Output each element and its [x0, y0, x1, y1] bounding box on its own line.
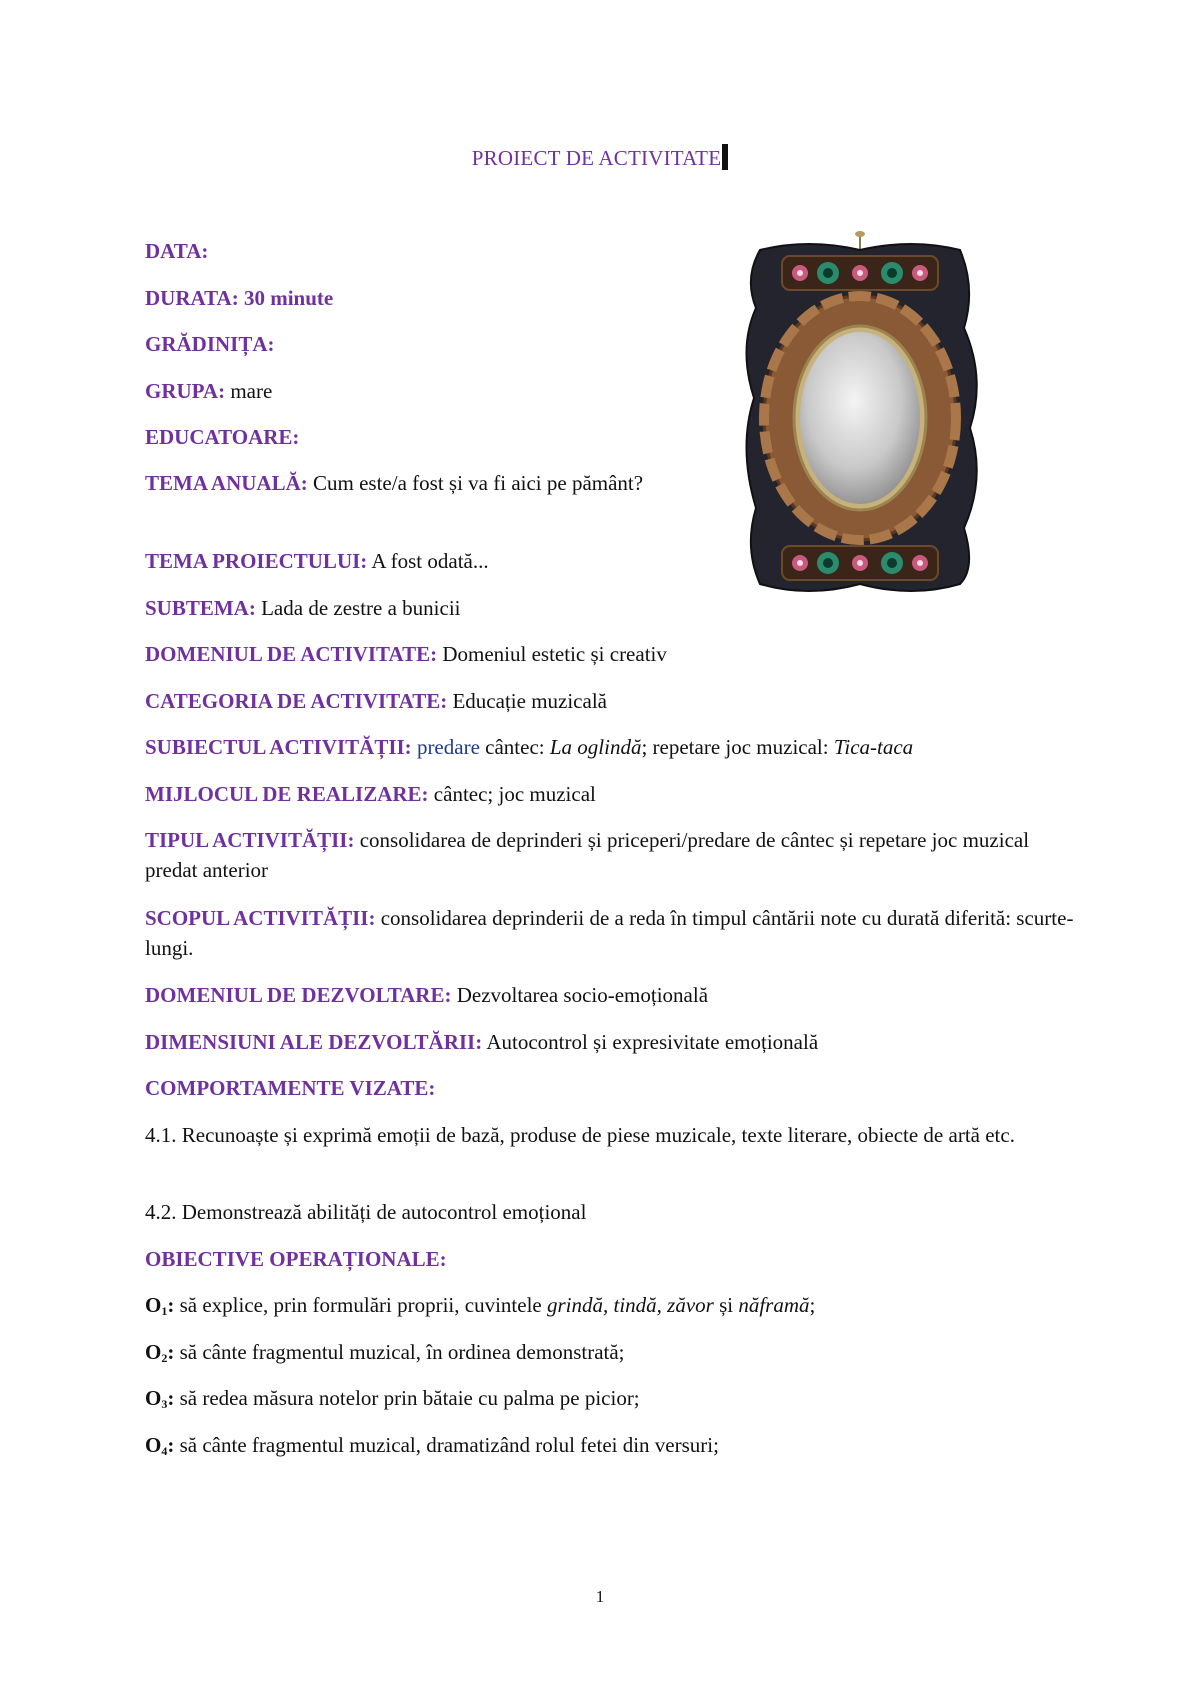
field-durata: DURATA: 30 minute	[145, 286, 334, 310]
field-mijlocul: MIJLOCUL DE REALIZARE: cântec; joc muzical	[145, 782, 596, 806]
field-grupa: GRUPA: mare	[145, 379, 273, 403]
field-gradinita: GRĂDINIȚA:	[145, 332, 275, 356]
field-dimensiuni: DIMENSIUNI ALE DEZVOLTĂRII: Autocontrol și expresivitate emoțională	[145, 1030, 819, 1054]
field-obiective: OBIECTIVE OPERAȚIONALE:	[145, 1247, 447, 1271]
page-number: 1	[595, 1587, 605, 1606]
comportament-4-1: 4.1. Recunoaște și exprimă emoții de bază, produse de piese muzicale, texte literare, obiecte de artă etc.	[145, 1123, 1015, 1147]
objective-o4: $O_4$: să cânte fragmentul muzical, dramatizând rolul fetei din versuri;	[145, 1433, 719, 1458]
objective-o1: $O_1$: să explice, prin formulări proprii, cuvintele grindă, tindă, zăvor și năframă;	[145, 1293, 816, 1318]
field-tema-proiectului: TEMA PROIECTULUI: A fost odată...	[145, 549, 489, 573]
objective-o2: $O_2$: să cânte fragmentul muzical, în ordinea demonstrată;	[145, 1340, 625, 1365]
field-domeniul-dezvoltare: DOMENIUL DE DEZVOLTARE: Dezvoltarea socio-emoțională	[145, 983, 709, 1007]
field-tipul: TIPUL ACTIVITĂȚII: consolidarea de deprinderi și priceperi/predare de cântec și repetare joc muzical predat anterior	[145, 828, 1030, 882]
field-tema-anuala: TEMA ANUALĂ: Cum este/a fost și va fi aici pe pământ?	[145, 471, 644, 495]
field-domeniul-activitate: DOMENIUL DE ACTIVITATE: Domeniul estetic și creativ	[145, 642, 667, 666]
mirror-illustration	[738, 228, 996, 608]
text-cursor	[722, 144, 728, 170]
field-subtema: SUBTEMA: Lada de zestre a bunicii	[145, 596, 461, 620]
page-title: PROIECT DE ACTIVITATE	[0, 144, 1200, 171]
field-comportamente: COMPORTAMENTE VIZATE:	[145, 1076, 436, 1100]
comportament-4-2: 4.2. Demonstrează abilități de autocontrol emoțional	[145, 1200, 587, 1224]
field-data: DATA:	[145, 239, 209, 263]
field-subiectul: SUBIECTUL ACTIVITĂȚII: predare cântec: La oglindă; repetare joc muzical: Tica-taca	[145, 735, 914, 759]
field-categoria: CATEGORIA DE ACTIVITATE: Educație muzicală	[145, 689, 607, 713]
field-educatoare: EDUCATOARE:	[145, 425, 300, 449]
objective-o3: $O_3$: să redea măsura notelor prin bătaie cu palma pe picior;	[145, 1386, 640, 1411]
field-scopul: SCOPUL ACTIVITĂȚII: consolidarea deprinderii de a reda în timpul cântării note cu durată diferită: scurte-lungi.	[145, 906, 1074, 960]
